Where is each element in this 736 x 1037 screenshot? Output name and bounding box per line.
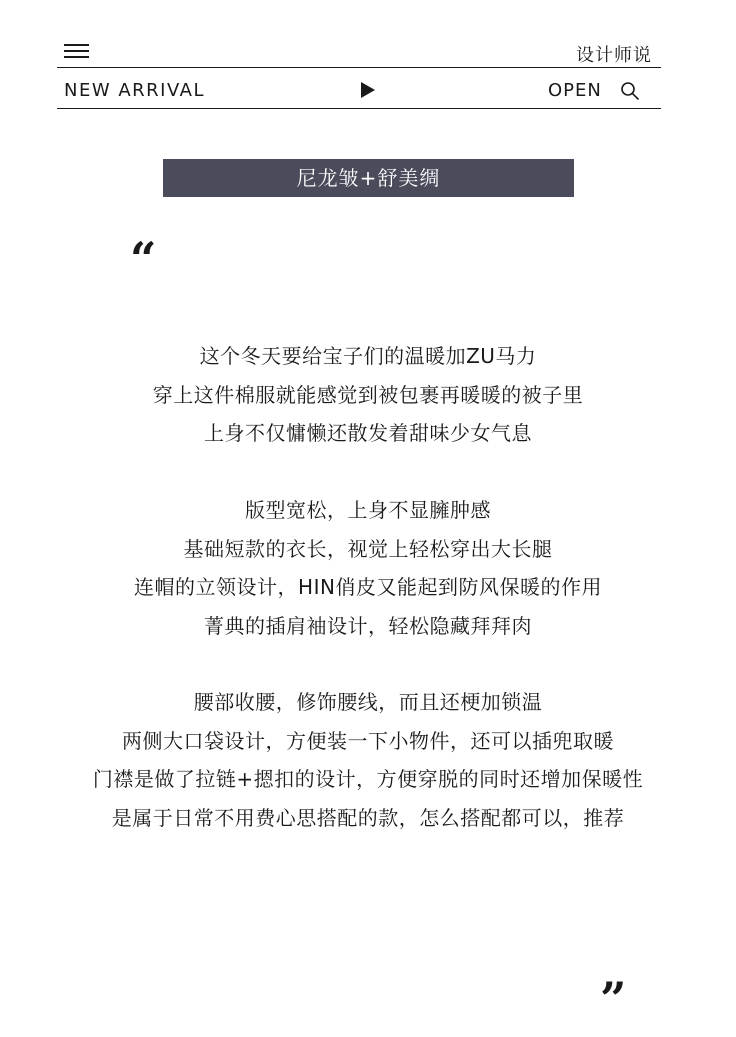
- header-divider-bottom: [57, 108, 661, 109]
- fabric-title-banner: 尼龙皱+舒美绸: [163, 159, 574, 197]
- description-line: 两侧大口袋设计，方便装一下小物件，还可以插兜取暖: [122, 728, 614, 753]
- description-paragraph-2: [40, 491, 696, 645]
- description-line: 版型宽松，上身不显臃肿感: [245, 498, 491, 522]
- description-line: 连帽的立领设计，HIN俏皮又能起到防风保暖的作用: [134, 575, 602, 599]
- description-line: 穿上这件棉服就能感觉到被包裹再暖暖的被子里: [152, 382, 584, 407]
- description-line: 是属于日常不用费心思搭配的款，怎么搭配都可以，推荐: [111, 805, 625, 830]
- description-line: 菁典的插肩袖设计，轻松隐藏拜拜肉: [204, 613, 532, 638]
- new-arrival-link[interactable]: NEW ARRIVAL: [64, 80, 205, 101]
- header-title: 设计师说: [576, 45, 652, 66]
- description-line: 基础短款的衣长，视觉上轻松穿出大长腿: [183, 536, 553, 561]
- search-icon[interactable]: [620, 81, 640, 101]
- menu-icon[interactable]: [64, 44, 89, 59]
- play-icon[interactable]: [361, 82, 375, 98]
- open-link[interactable]: OPEN: [548, 80, 602, 101]
- description-line: 门襟是做了拉链+摁扣的设计，方便穿脱的同时还增加保暖性: [92, 767, 644, 791]
- close-quote-mark: ”: [600, 972, 627, 1026]
- header-divider-top: [57, 67, 661, 68]
- description-line: 上身不仅慵懒还散发着甜味少女气息: [204, 421, 532, 445]
- description-line: 腰部收腰，修饰腰线，而且还梗加锁温: [193, 690, 543, 714]
- description-paragraph-3: [40, 683, 696, 837]
- description-paragraph-1: [40, 337, 696, 453]
- description-line: 这个冬天要给宝子们的温暖加ZU马力: [199, 344, 537, 368]
- open-quote-mark: “: [130, 232, 157, 286]
